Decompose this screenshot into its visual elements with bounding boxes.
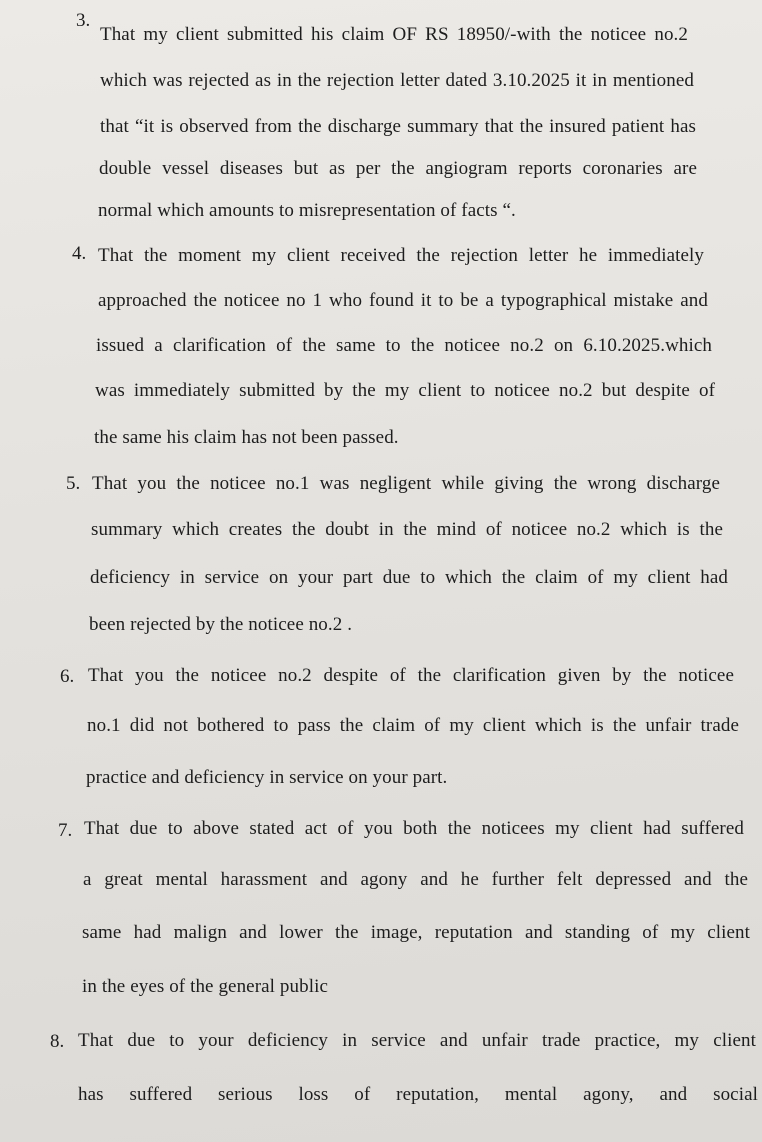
paragraph-line: same had malign and lower the image, reputation and standing of my client: [82, 922, 750, 943]
paragraph-number: 3.: [76, 10, 91, 31]
paragraph-number: 7.: [58, 820, 73, 841]
paragraph-number: 5.: [66, 473, 81, 494]
paragraph-line: in the eyes of the general public: [82, 976, 328, 997]
paragraph-line: That due to above stated act of you both the noticees my client had suffered: [84, 818, 744, 839]
paragraph-line: approached the noticee no 1 who found it to be a typographical mistake and: [98, 290, 708, 311]
paragraph-line: the same his claim has not been passed.: [94, 427, 399, 448]
paragraph-line: been rejected by the noticee no.2 .: [89, 614, 353, 635]
paragraph-line: That the moment my client received the rejection letter he immediately: [98, 245, 704, 266]
paragraph-line: practice and deficiency in service on your part.: [86, 767, 448, 788]
paragraph-line: issued a clarification of the same to the noticee no.2 on 6.10.2025.which: [96, 335, 712, 356]
paragraph-line: double vessel diseases but as per the angiogram reports coronaries are: [99, 158, 697, 179]
paragraph-line: That due to your deficiency in service and unfair trade practice, my client: [78, 1030, 756, 1051]
paragraph-line: summary which creates the doubt in the mind of noticee no.2 which is the: [91, 519, 723, 540]
paragraph-line: That my client submitted his claim OF RS 18950/-with the noticee no.2: [100, 24, 688, 45]
paragraph-line: which was rejected as in the rejection letter dated 3.10.2025 it in mentioned: [100, 70, 694, 91]
paragraph-line: That you the noticee no.1 was negligent while giving the wrong discharge: [92, 473, 720, 494]
paragraph-line: normal which amounts to misrepresentation of facts “.: [98, 200, 516, 221]
paragraph-number: 8.: [50, 1031, 65, 1052]
paragraph-line: no.1 did not bothered to pass the claim of my client which is the unfair trade: [87, 715, 739, 736]
paragraph-line: deficiency in service on your part due to which the claim of my client had: [90, 567, 728, 588]
paragraph-line: that “it is observed from the discharge summary that the insured patient has: [100, 116, 696, 137]
paragraph-line: a great mental harassment and agony and he further felt depressed and the: [83, 869, 748, 890]
paragraph-line: was immediately submitted by the my client to noticee no.2 but despite of: [95, 380, 715, 401]
paragraph-number: 4.: [72, 243, 87, 264]
paragraph-number: 6.: [60, 666, 75, 687]
paragraph-line: That you the noticee no.2 despite of the clarification given by the noticee: [88, 665, 734, 686]
paragraph-line: has suffered serious loss of reputation, mental agony, and social: [78, 1084, 758, 1105]
